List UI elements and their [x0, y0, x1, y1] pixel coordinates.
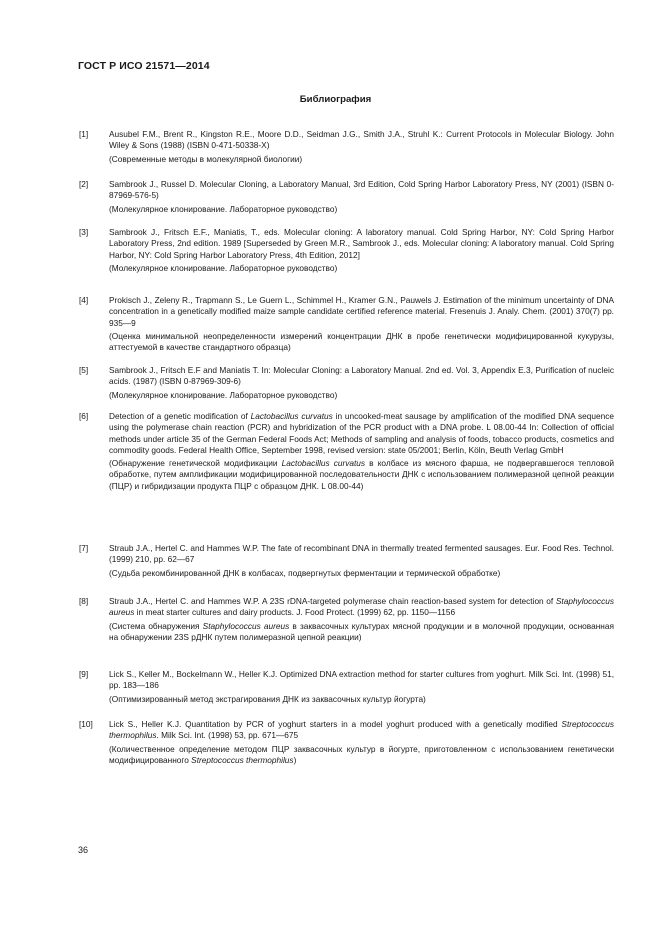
reference-number: [6]: [79, 411, 89, 421]
reference-number: [9]: [79, 669, 89, 679]
reference-text: Detection of a genetic modification of Lactobacillus curvatus in uncooked-meat sausage by amplification of the modified DNA sequence using the polymerase chain reaction (PCR) and hybridization of the PCR product with a DNA probe. L 08.00-44 In: Collection of official methods under article 35 of the German Federal Foods Act; Methods of sampling and analysis of foods, tobacco products, cosmetics and commodity goods. Federal Health Office, September 1998, revised version: state 05/2001; Berlin, Köln, Beuth Verlag GmbH: [109, 411, 614, 455]
reference-text: Sambrook J., Fritsch E.F., Maniatis, T., eds. Molecular cloning: A laboratory manual. Cold Spring Harbor, NY: Cold Spring Harbor Laboratory Press, 2nd edition. 1989 [Superseded by Green M.R., Sambrook J., eds. Molecular cloning: A laboratory manual. Cold Spring Harbor, NY: Cold Spring Harbor Laboratory Press, 4th Edition, 2012]: [109, 227, 614, 260]
reference-translation: (Современные методы в молекулярной биологии): [109, 153, 303, 164]
reference-text: Straub J.A., Hertel C. and Hammes W.P. A 23S rDNA-targeted polymerase chain reaction-based system for detection of Staphylococcus aureus in meat starter cultures and dairy products. J. Food Protect. (1999) 62, pp. 1150—1156: [109, 596, 614, 618]
reference-item: [78, 129, 614, 179]
reference-translation: (Судьба рекомбинированной ДНК в колбасах, подвергнутых ферментации и термической обработке): [109, 567, 501, 578]
reference-item: [78, 365, 614, 411]
reference-item: [78, 295, 614, 365]
reference-number: [8]: [79, 596, 89, 606]
reference-translation: (Система обнаружения Staphylococcus aureus в заквасочных культурах мясной продукции и в молочной продукции, основанная на обнаружении 23S рДНК путем полимеразной цепной реакции): [109, 620, 614, 642]
reference-translation: (Молекулярное клонирование. Лабораторное руководство): [109, 389, 338, 400]
reference-number: [2]: [79, 179, 89, 189]
bibliography-title: Библиография: [299, 94, 372, 105]
reference-item: [78, 543, 614, 596]
reference-translation: (Оптимизированный метод экстрагирования ДНК из заквасочных культур йогурта): [109, 693, 426, 704]
reference-number: [5]: [79, 365, 89, 375]
reference-text: Sambrook J., Fritsch E.F and Maniatis T. In: Molecular Cloning: a Laboratory Manual. 2nd ed. Vol. 3, Appendix E.3, Purification of nucleic acids. (1987) (ISBN 0-87969-309-6): [109, 365, 614, 387]
reference-text: Lick S., Heller K.J. Quantitation by PCR of yoghurt starters in a model yoghurt produced with a genetically modified Streptococcus thermophilus. Milk Sci. Int. (1998) 53, pp. 671—675: [109, 719, 614, 741]
reference-translation: (Молекулярное клонирование. Лабораторное руководство): [109, 203, 338, 214]
reference-number: [10]: [79, 719, 93, 729]
reference-text: Straub J.A., Hertel C. and Hammes W.P. The fate of recombinant DNA in thermally treated fermented sausages. Eur. Food Res. Technol. (1999) 210, pp. 62—67: [109, 543, 614, 565]
reference-item: [78, 719, 614, 766]
reference-number: [1]: [79, 129, 89, 139]
reference-number: [7]: [79, 543, 89, 553]
reference-item: [78, 179, 614, 227]
reference-number: [4]: [79, 295, 89, 305]
reference-translation: (Молекулярное клонирование. Лабораторное руководство): [109, 262, 338, 273]
reference-text: Prokisch J., Zeleny R., Trapmann S., Le Guern L., Schimmel H., Kramer G.N., Pauwels J. Estimation of the minimum uncertainty of DNA concentration in a genetically modified maize sample candidate certified reference material. Fresenuis J. Analy. Chem. (2001) 370(7) pp. 935—9: [109, 295, 614, 328]
reference-item: [78, 227, 614, 295]
reference-number: [3]: [79, 227, 89, 237]
reference-item: [78, 596, 614, 669]
reference-list: [78, 129, 614, 766]
reference-item: [78, 669, 614, 719]
reference-translation: (Обнаружение генетической модификации Lactobacillus curvatus в колбасе из мясного фарша, не подвергавшегося тепловой обработке, путем амплификации модифицированной последовательности ДНК с использованием полимеразной цепной реакции (ПЦР) и гибридизации продукта ПЦР с образцом ДНК. L 08.00-44): [109, 458, 614, 491]
reference-item: [78, 411, 614, 543]
reference-text: Ausubel F.M., Brent R., Kingston R.E., Moore D.D., Seidman J.G., Smith J.A., Struhl K.: Current Protocols in Molecular Biology. John Wiley & Sons (1988) (ISBN 0-471-50338-X): [109, 129, 614, 151]
standard-header: ГОСТ Р ИСО 21571—2014: [78, 60, 210, 72]
reference-translation: (Количественное определение методом ПЦР заквасочных культур в йогурте, приготовленном с использованием генетически модифицированного Streptococcus thermophilus): [109, 743, 614, 765]
reference-translation: (Оценка минимальной неопределенности измерений концентрации ДНК в пробе генетически модифицированной кукурузы, аттестуемой в качестве стандартного образца): [109, 330, 614, 353]
reference-text: Lick S., Keller M., Bockelmann W., Heller K.J. Optimized DNA extraction method for starter cultures from yoghurt. Milk Sci. Int. (1998) 51, pp. 183—186: [109, 669, 614, 691]
reference-text: Sambrook J., Russel D. Molecular Cloning, a Laboratory Manual, 3rd Edition, Cold Spring Harbor Laboratory Press, NY (2001) (ISBN 0-87969-576-5): [109, 179, 614, 201]
page-number: 36: [78, 845, 89, 855]
